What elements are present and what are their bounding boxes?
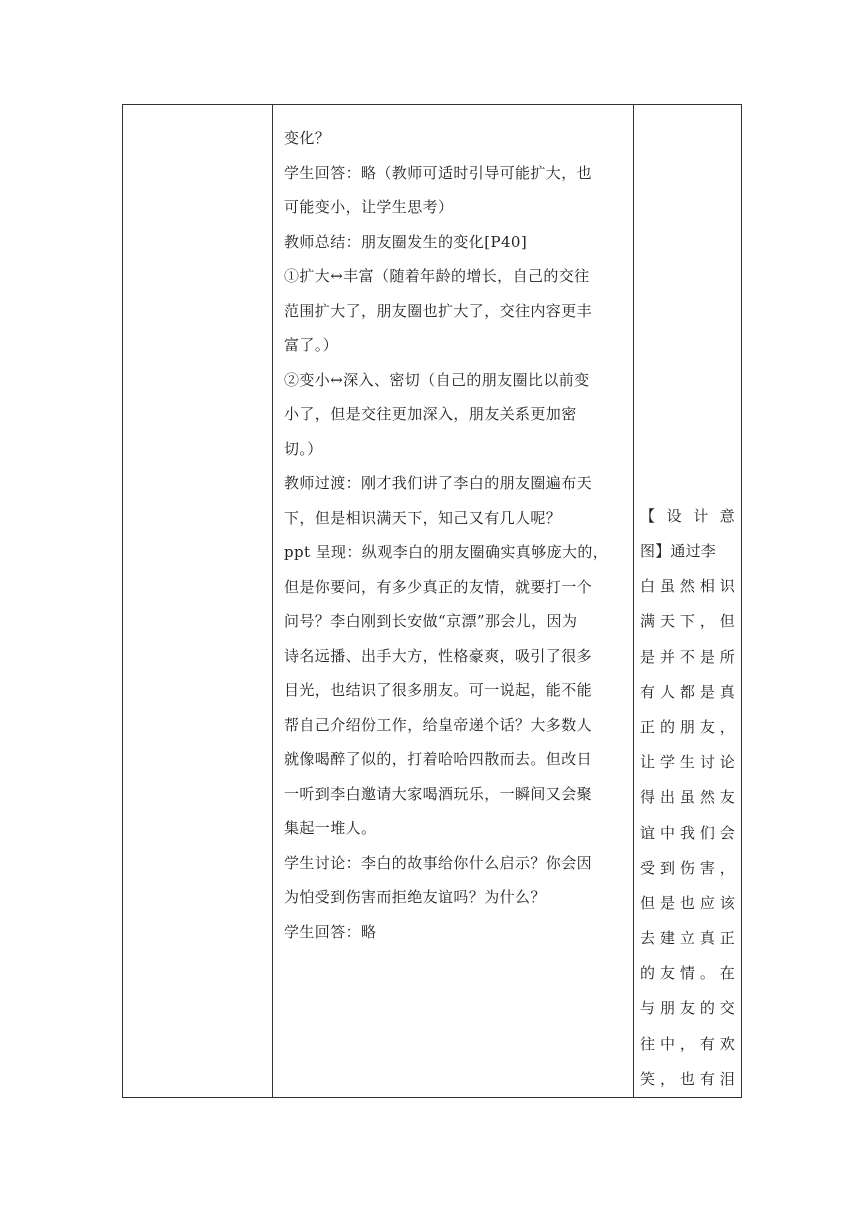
text-line: 但是也应该 <box>640 893 735 912</box>
text-line: 白虽然相识 <box>640 577 735 596</box>
text-line: 往中，有欢 <box>640 1034 735 1053</box>
text-line: 学生讨论：李白的故事给你什么启示？你会因 <box>284 853 593 872</box>
lesson-plan-table <box>122 104 742 1098</box>
design-intent-cell <box>634 105 741 1097</box>
text-line: ②变小↔深入、密切（自己的朋友圈比以前变 <box>284 370 590 389</box>
text-line: 集起一堆人。 <box>284 819 377 837</box>
text-line: 正的朋友， <box>640 717 735 736</box>
text-line: 满天下，但 <box>640 612 735 631</box>
text-line: 与朋友的交 <box>640 999 735 1018</box>
text-line: 教师过渡：刚才我们讲了李白的朋友圈遍布天 <box>284 474 593 492</box>
text-line: ①扩大↔丰富（随着年龄的增长，自己的交往 <box>284 267 590 285</box>
text-line: 得出虽然友 <box>640 788 735 807</box>
text-line: 去建立真正 <box>640 929 735 948</box>
left-column-cell <box>123 105 272 1097</box>
text-line: 教师总结：朋友圈发生的变化[P40] <box>284 232 528 251</box>
text-line: 为怕受到伤害而拒绝友谊吗？为什么？ <box>284 888 546 906</box>
text-line: 可能变小，让学生思考） <box>284 198 454 216</box>
text-line: 变化？ <box>284 129 331 147</box>
text-line: 【设计意 <box>640 506 735 525</box>
text-line: 目光，也结识了很多朋友。可一说起，能不能 <box>284 681 593 699</box>
text-line: 富了。） <box>284 336 339 354</box>
text-line: 就像喝醉了似的，打着哈哈四散而去。但改日 <box>284 750 593 768</box>
text-line: 学生回答：略（教师可适时引导可能扩大，也 <box>284 163 593 182</box>
text-line: 学生回答：略 <box>284 922 377 941</box>
text-line: 有人都是真 <box>640 682 735 701</box>
text-line: 是并不是所 <box>640 647 735 666</box>
text-line: 图】通过李 <box>640 542 717 560</box>
text-line: 谊中我们会 <box>640 823 735 842</box>
text-line: 一听到李白邀请大家喝酒玩乐，一瞬间又会聚 <box>284 784 593 803</box>
text-line: 问号？李白刚到长安做“京漂”那会儿，因为 <box>284 612 578 630</box>
text-line: 帮自己介绍份工作，给皇帝递个话？大多数人 <box>284 715 593 734</box>
text-line: 诗名远播、出手大方，性格豪爽，吸引了很多 <box>284 646 593 665</box>
text-line: 小了，但是交往更加深入，朋友关系更加密 <box>284 405 577 423</box>
text-line: 但是你要问，有多少真正的友情，就要打一个 <box>284 577 593 596</box>
text-line: ppt 呈现：纵观李白的朋友圈确实真够庞大的， <box>284 543 609 561</box>
text-line: 范围扩大了，朋友圈也扩大了，交往内容更丰 <box>284 301 593 320</box>
text-line: 的友情。在 <box>640 964 735 983</box>
text-line: 切。） <box>284 439 323 458</box>
text-line: 笑，也有泪 <box>640 1069 735 1088</box>
text-line: 受到伤害， <box>640 858 735 877</box>
text-line: 让学生讨论 <box>640 753 735 772</box>
text-line: 下，但是相识满天下，知己又有几人呢？ <box>284 508 562 527</box>
teaching-process-cell <box>273 105 633 1097</box>
